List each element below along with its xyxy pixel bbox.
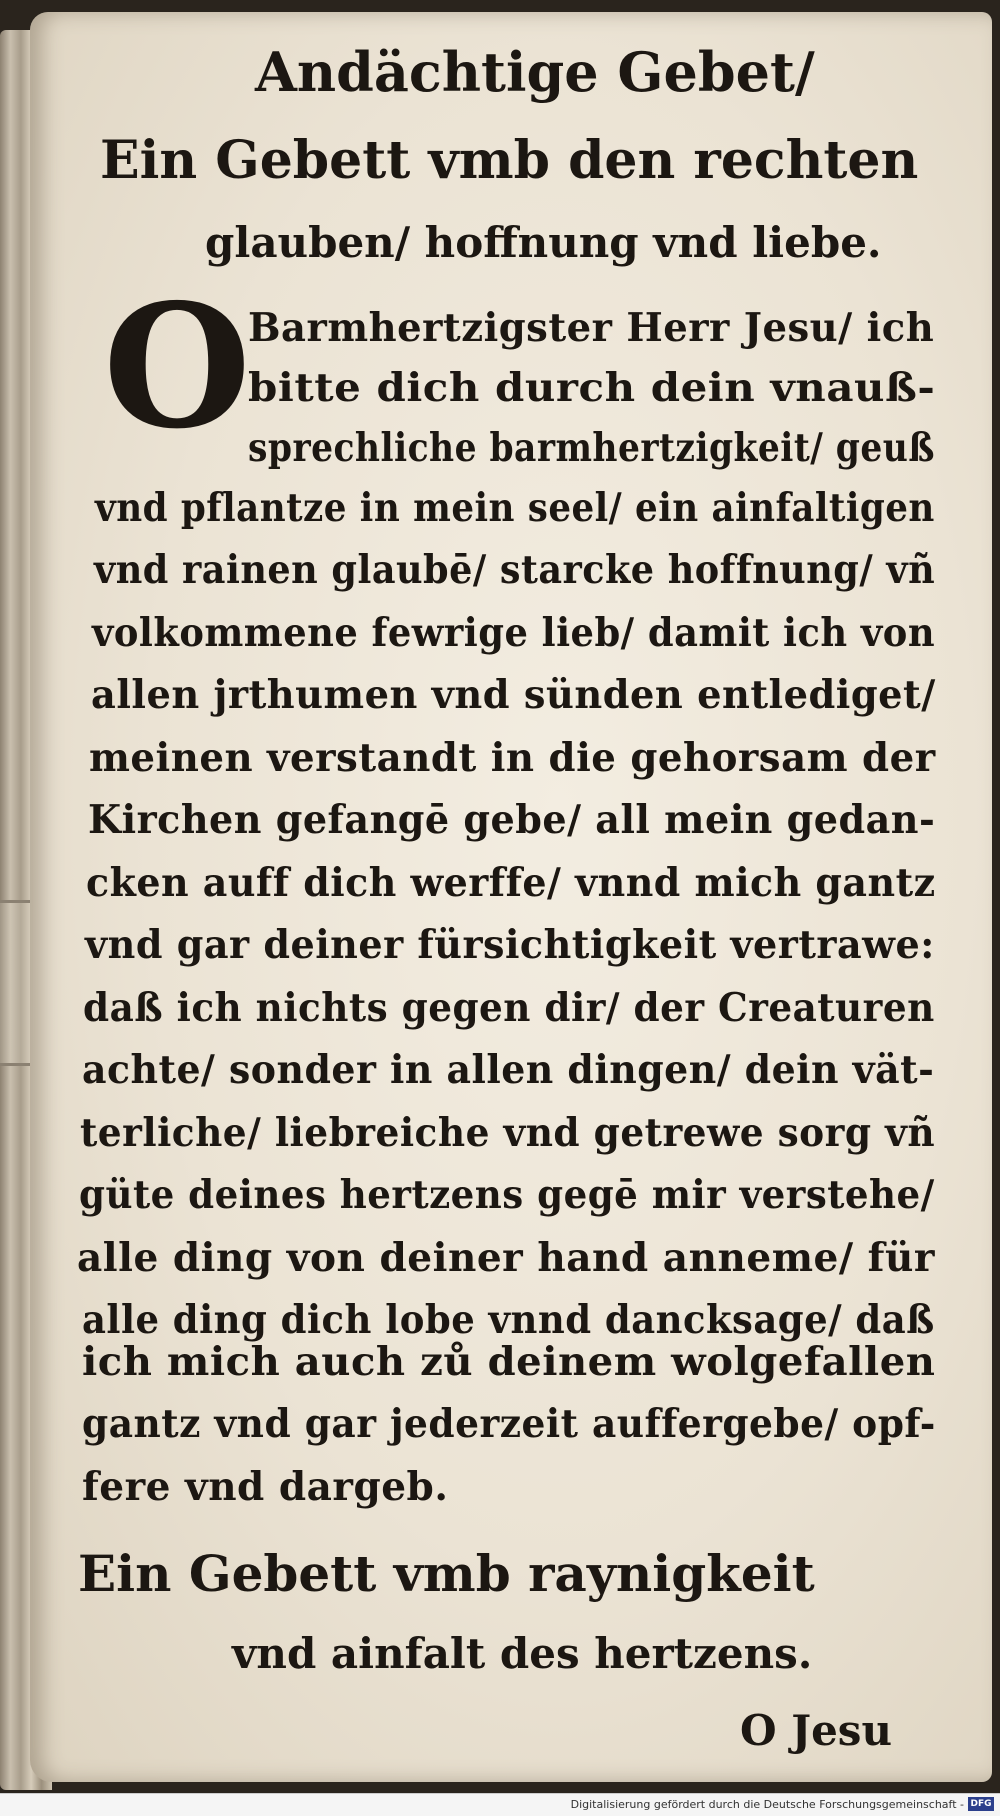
prayer-title-1-line-1: Ein Gebett vmb den rechten — [100, 130, 919, 191]
footer-credit: Digitalisierung gefördert durch die Deutsche Forschungsgemeinschaft - — [570, 1798, 964, 1811]
prayer-title-1-line-2: glauben/ hoffnung vnd liebe. — [205, 218, 882, 267]
body-line: Barmhertzigster Herr Jesu/ ich — [248, 305, 935, 351]
body-line: gantz vnd gar jederzeit auffergebe/ opf- — [82, 1401, 936, 1447]
body-line: allen jrthumen vnd sünden entlediget/ — [91, 672, 936, 718]
body-line: cken auff dich werffe/ vnnd mich gantz — [86, 860, 936, 906]
decorated-initial: O — [103, 267, 252, 467]
digitization-footer — [0, 1793, 1000, 1816]
body-line: achte/ sonder in allen dingen/ dein vät- — [82, 1047, 935, 1093]
body-line: alle ding von deiner hand anneme/ für — [77, 1235, 935, 1281]
body-line: ich mich auch zů deinem wolgefallen — [82, 1339, 936, 1385]
prayer-title-2-line-2: vnd ainfalt des hertzens. — [232, 1629, 813, 1678]
body-line: güte deines hertzens gegē mir verstehe/ — [79, 1172, 935, 1218]
body-line: volkommene fewrige lieb/ damit ich von — [92, 610, 936, 656]
prayer-title-2-line-1: Ein Gebett vmb raynigkeit — [78, 1544, 815, 1603]
running-head: Andächtige Gebet/ — [255, 40, 815, 104]
body-line: sprechliche barmhertzigkeit/ geuß — [248, 425, 935, 471]
body-line: vnd gar deiner fürsichtigkeit vertrawe: — [85, 922, 935, 968]
body-line: meinen verstandt in die gehorsam der — [89, 735, 936, 781]
body-line: terliche/ liebreiche vnd getrewe sorg vñ — [80, 1110, 936, 1156]
body-line: bitte dich durch dein vnauß- — [248, 365, 936, 411]
catchword: O Jesu — [740, 1706, 892, 1755]
body-line: vnd rainen glaubē/ starcke hoffnung/ vñ — [94, 547, 936, 593]
body-line: vnd pflantze in mein seel/ ein ainfaltigen — [95, 485, 935, 531]
body-line: fere vnd dargeb. — [82, 1464, 449, 1510]
dfg-logo: DFG — [968, 1797, 994, 1811]
body-line: Kirchen gefangē gebe/ all mein gedan- — [88, 797, 936, 843]
body-line: daß ich nichts gegen dir/ der Creaturen — [83, 985, 935, 1031]
body-line: alle ding dich lobe vnnd dancksage/ daß — [82, 1297, 935, 1343]
